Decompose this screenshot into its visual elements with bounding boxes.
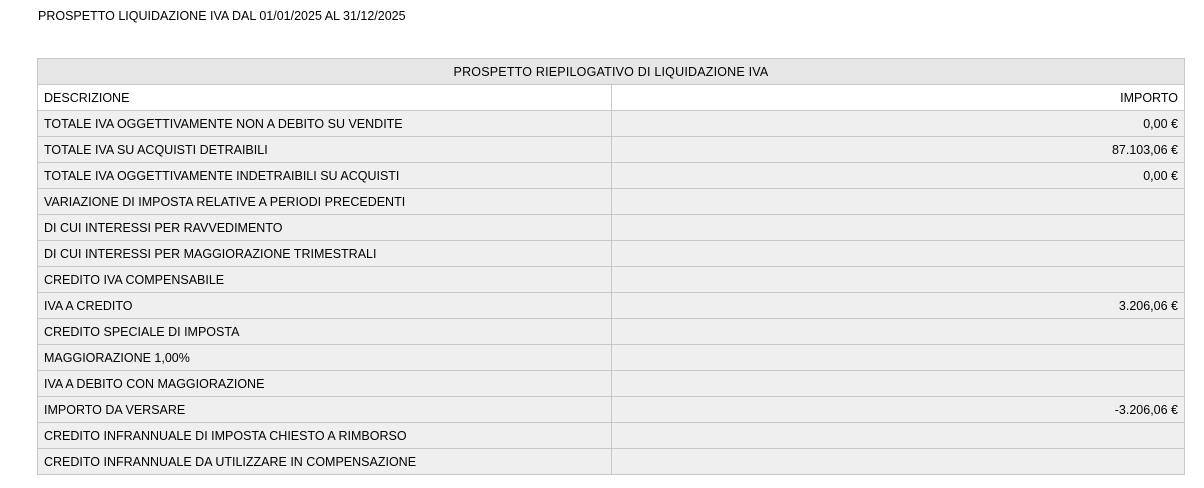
prospetto-liquidazione-iva-table <box>37 58 1185 475</box>
page-title: PROSPETTO LIQUIDAZIONE IVA DAL 01/01/2025 AL 31/12/2025 <box>38 9 406 23</box>
table-header-row <box>38 85 1185 111</box>
table-caption-row <box>38 59 1185 85</box>
cell-importo <box>611 371 1185 397</box>
table-row <box>38 267 1185 293</box>
cell-descrizione: CREDITO SPECIALE DI IMPOSTA <box>38 319 612 345</box>
table-body <box>38 111 1185 475</box>
cell-descrizione: DI CUI INTERESSI PER MAGGIORAZIONE TRIMESTRALI <box>38 241 612 267</box>
table-row <box>38 371 1185 397</box>
table-row <box>38 215 1185 241</box>
cell-importo <box>611 345 1185 371</box>
cell-importo: 3.206,06 € <box>611 293 1185 319</box>
table-row <box>38 293 1185 319</box>
table-row <box>38 137 1185 163</box>
cell-descrizione: TOTALE IVA OGGETTIVAMENTE INDETRAIBILI SU ACQUISTI <box>38 163 612 189</box>
cell-descrizione: TOTALE IVA OGGETTIVAMENTE NON A DEBITO SU VENDITE <box>38 111 612 137</box>
cell-importo <box>611 319 1185 345</box>
cell-importo <box>611 449 1185 475</box>
cell-descrizione: VARIAZIONE DI IMPOSTA RELATIVE A PERIODI PRECEDENTI <box>38 189 612 215</box>
cell-importo: -3.206,06 € <box>611 397 1185 423</box>
cell-importo <box>611 241 1185 267</box>
table-row <box>38 397 1185 423</box>
cell-importo: 0,00 € <box>611 163 1185 189</box>
cell-descrizione: CREDITO INFRANNUALE DI IMPOSTA CHIESTO A RIMBORSO <box>38 423 612 449</box>
column-header-importo: IMPORTO <box>611 85 1185 111</box>
cell-importo <box>611 189 1185 215</box>
table-row <box>38 449 1185 475</box>
cell-importo: 87.103,06 € <box>611 137 1185 163</box>
table-row <box>38 319 1185 345</box>
table-row <box>38 111 1185 137</box>
table-row <box>38 163 1185 189</box>
table-row <box>38 423 1185 449</box>
table-caption: PROSPETTO RIEPILOGATIVO DI LIQUIDAZIONE IVA <box>38 59 1185 85</box>
table-row <box>38 189 1185 215</box>
cell-importo <box>611 423 1185 449</box>
cell-descrizione: IVA A CREDITO <box>38 293 612 319</box>
cell-descrizione: TOTALE IVA SU ACQUISTI DETRAIBILI <box>38 137 612 163</box>
cell-importo <box>611 215 1185 241</box>
prospetto-table-container <box>37 58 1185 475</box>
cell-descrizione: IVA A DEBITO CON MAGGIORAZIONE <box>38 371 612 397</box>
cell-descrizione: DI CUI INTERESSI PER RAVVEDIMENTO <box>38 215 612 241</box>
cell-descrizione: CREDITO INFRANNUALE DA UTILIZZARE IN COMPENSAZIONE <box>38 449 612 475</box>
cell-descrizione: MAGGIORAZIONE 1,00% <box>38 345 612 371</box>
cell-descrizione: CREDITO IVA COMPENSABILE <box>38 267 612 293</box>
column-header-descrizione: DESCRIZIONE <box>38 85 612 111</box>
table-row <box>38 241 1185 267</box>
table-row <box>38 345 1185 371</box>
cell-importo: 0,00 € <box>611 111 1185 137</box>
cell-descrizione: IMPORTO DA VERSARE <box>38 397 612 423</box>
cell-importo <box>611 267 1185 293</box>
